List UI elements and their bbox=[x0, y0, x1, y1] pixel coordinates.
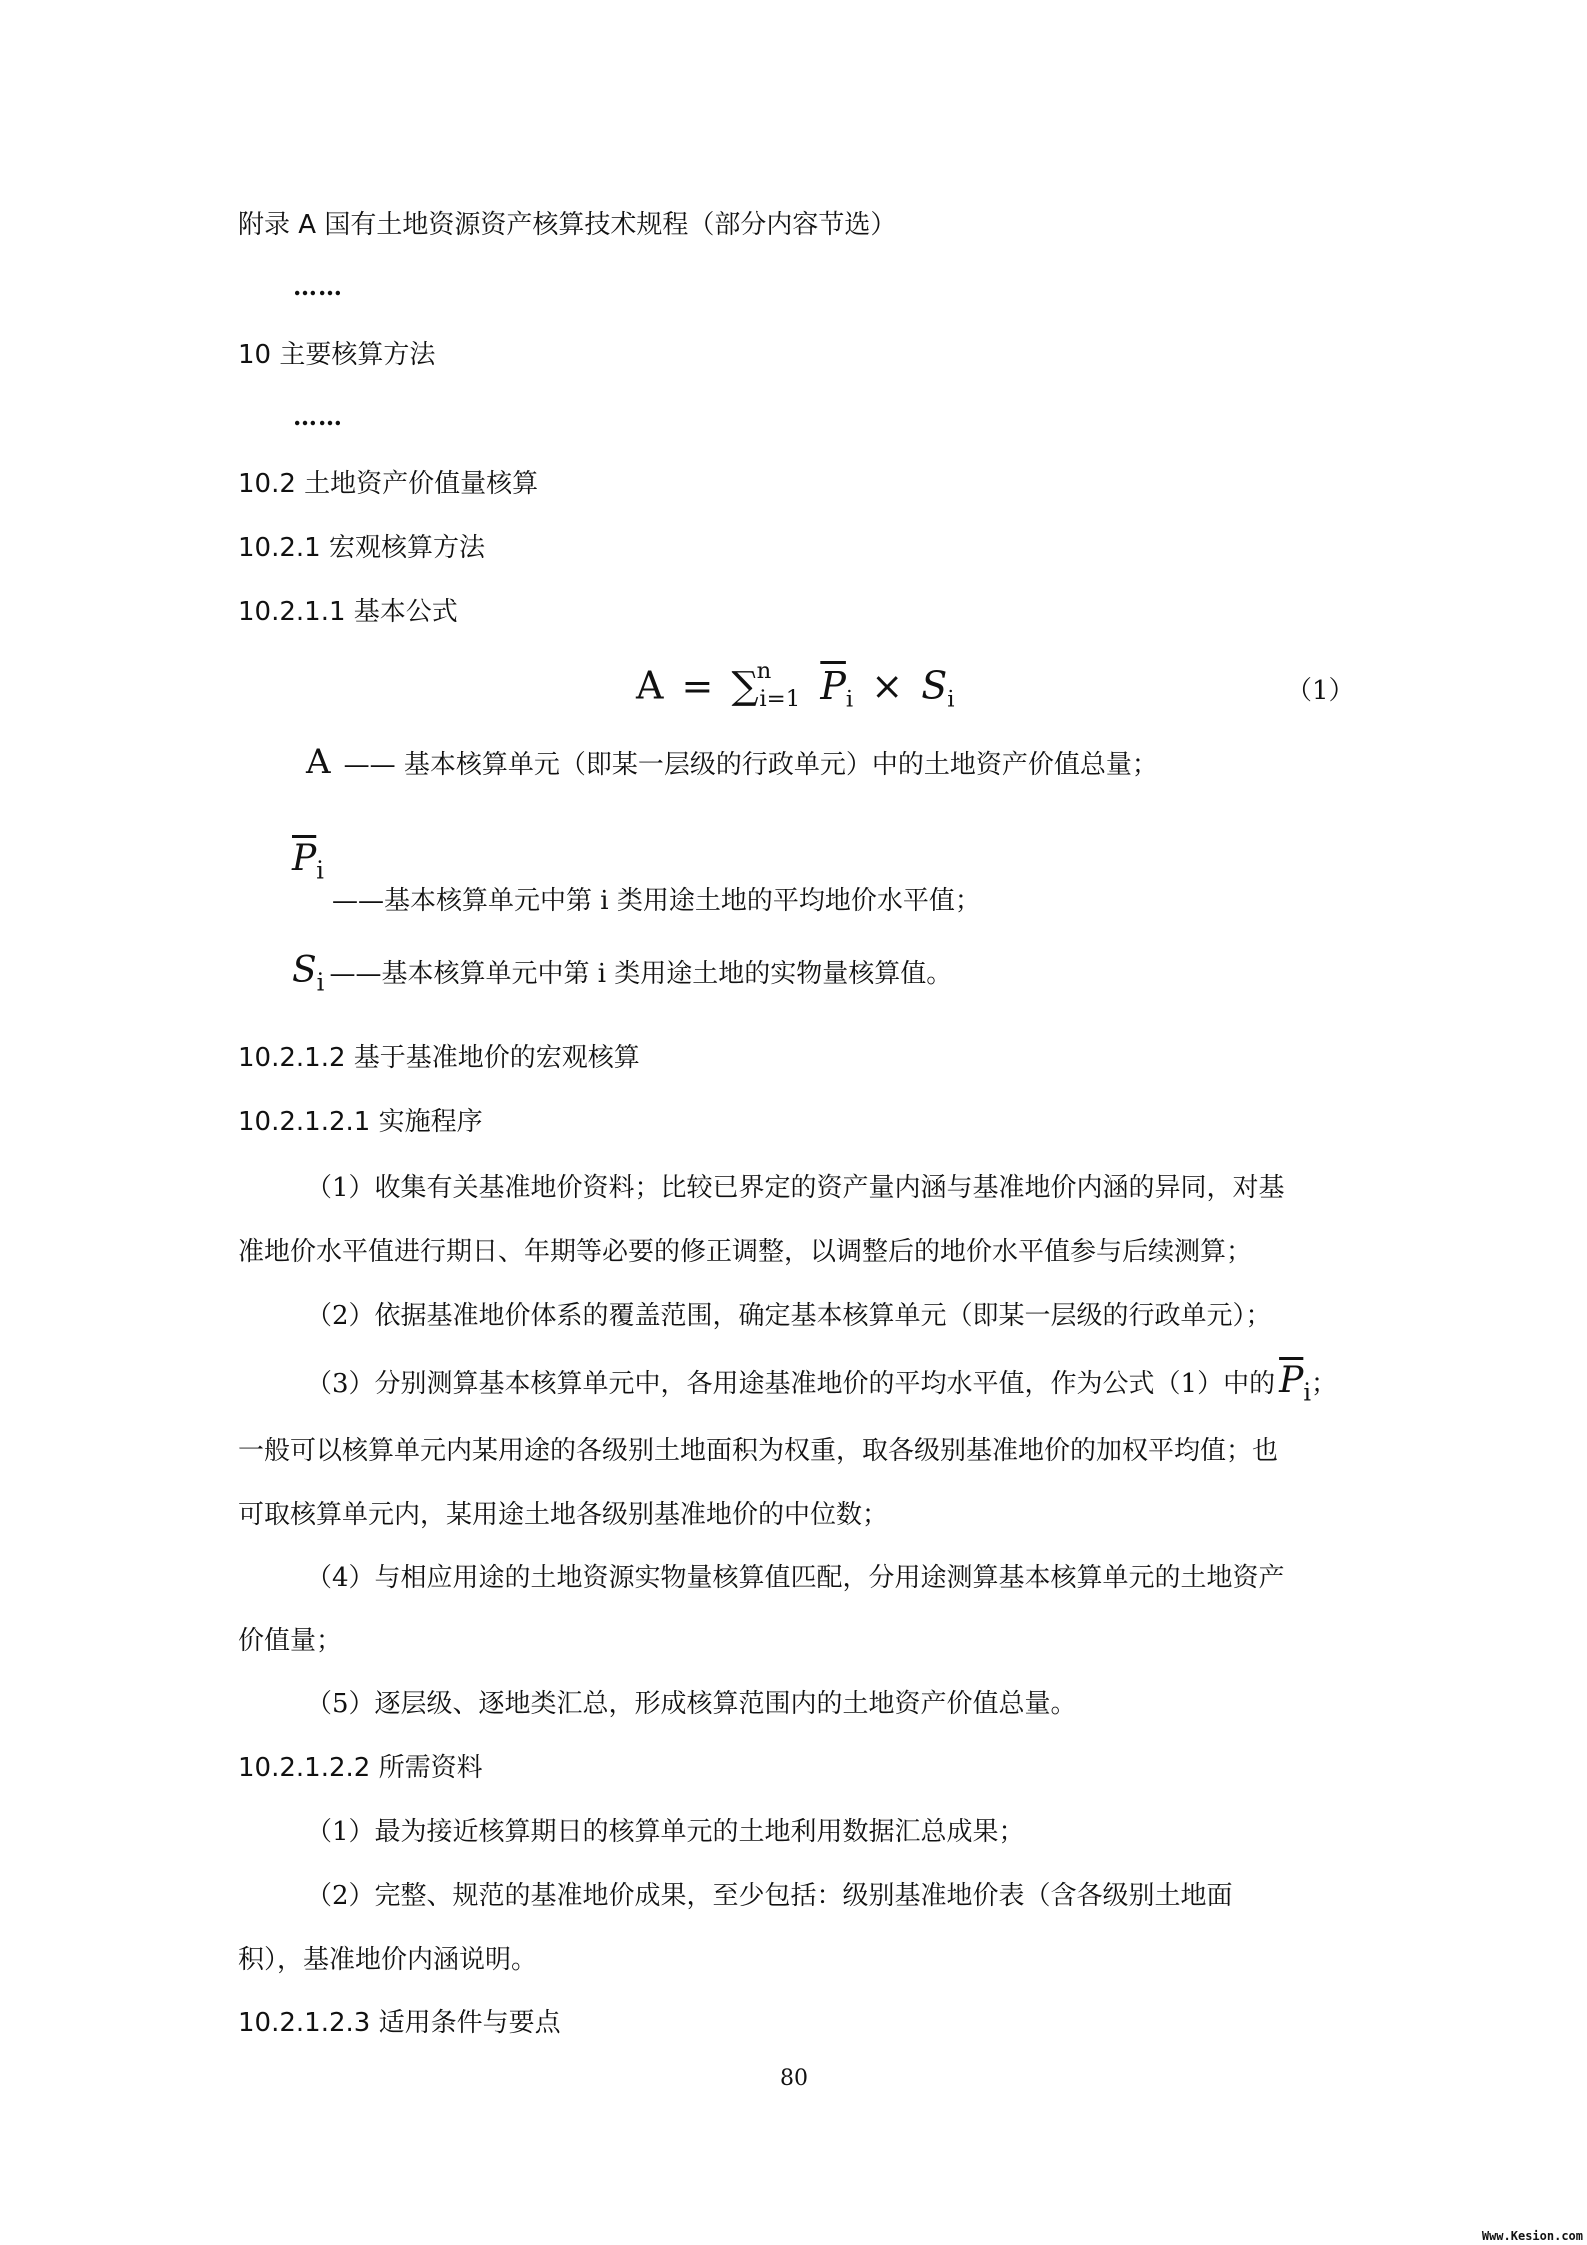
definition-p-sub: i bbox=[316, 856, 324, 885]
definition-p-symbol: $\overline{P}$ bbox=[292, 838, 317, 879]
formula-sum-lower: i=1 bbox=[759, 686, 801, 713]
section-heading-10-2-1: 10.2.1 宏观核算方法 bbox=[238, 533, 485, 563]
step-2: （2）依据基准地价体系的覆盖范围，确定基本核算单元（即某一层级的行政单元）； bbox=[306, 1301, 1272, 1331]
step-4-line-2: 价值量； bbox=[238, 1626, 343, 1656]
definition-a-text: —— 基本核算单元（即某一层级的行政单元）中的土地资产价值总量； bbox=[343, 750, 1158, 780]
definition-s-text: ——基本核算单元中第 i 类用途土地的实物量核算值。 bbox=[329, 959, 953, 989]
definition-s bbox=[292, 950, 952, 996]
formula-sum-upper: n bbox=[756, 658, 772, 684]
formula-times: × bbox=[871, 663, 904, 708]
definition-s-sub: i bbox=[316, 968, 325, 997]
definition-p-text: ——基本核算单元中第 i 类用途土地的平均地价水平值； bbox=[332, 886, 981, 916]
formula-s: S bbox=[921, 663, 948, 708]
material-2-line-1: （2）完整、规范的基准地价成果，至少包括：级别基准地价表（含各级别土地面 bbox=[306, 1881, 1233, 1911]
section-heading-10-2-1-2: 10.2.1.2 基于基准地价的宏观核算 bbox=[238, 1043, 640, 1073]
page-number: 80 bbox=[780, 2066, 808, 2091]
step-4-line-1: （4）与相应用途的土地资源实物量核算值匹配，分用途测算基本核算单元的土地资产 bbox=[306, 1563, 1285, 1593]
step-3-p-symbol: $\overline{P}$ bbox=[1279, 1360, 1304, 1401]
ellipsis: …… bbox=[293, 402, 343, 431]
definition-a-symbol: A bbox=[306, 742, 331, 782]
section-heading-10-2: 10.2 土地资产价值量核算 bbox=[238, 469, 539, 499]
step-3-line-3: 可取核算单元内，某用途土地各级别基准地价的中位数； bbox=[238, 1500, 889, 1530]
step-3-end: ； bbox=[1311, 1369, 1338, 1399]
step-3-line-2: 一般可以核算单元内某用途的各级别土地面积为权重，取各级别基准地价的加权平均值；也 bbox=[238, 1436, 1279, 1466]
formula-number: （1） bbox=[1286, 676, 1355, 706]
formula-p-bar: $\overline{P}$ bbox=[820, 663, 846, 708]
step-5: （5）逐层级、逐地类汇总，形成核算范围内的土地资产价值总量。 bbox=[306, 1689, 1077, 1719]
formula-equals: = bbox=[681, 663, 714, 708]
step-3-p-sub: i bbox=[1303, 1378, 1312, 1407]
formula-1 bbox=[636, 658, 955, 712]
ellipsis: …… bbox=[293, 272, 343, 301]
material-1: （1）最为接近核算期日的核算单元的土地利用数据汇总成果； bbox=[306, 1817, 1025, 1847]
formula-sum: ∑ bbox=[731, 663, 759, 708]
appendix-title: 附录 A 国有土地资源资产核算技术规程（部分内容节选） bbox=[238, 210, 897, 240]
definition-s-symbol: S bbox=[292, 950, 317, 991]
step-3-text: （3）分别测算基本核算单元中，各用途基准地价的平均水平值，作为公式（1）中的 bbox=[306, 1369, 1276, 1399]
section-heading-10: 10 主要核算方法 bbox=[238, 340, 436, 370]
watermark: Www.Kesion.com bbox=[1481, 2229, 1583, 2243]
section-heading-10-2-1-2-3: 10.2.1.2.3 适用条件与要点 bbox=[238, 2008, 561, 2038]
formula-p-sub: i bbox=[845, 686, 854, 713]
section-heading-10-2-1-2-2: 10.2.1.2.2 所需资料 bbox=[238, 1753, 483, 1783]
definition-p bbox=[292, 838, 324, 884]
formula-lhs: A bbox=[636, 663, 664, 708]
material-2-line-2: 积），基准地价内涵说明。 bbox=[238, 1945, 538, 1975]
step-1-line-1: （1）收集有关基准地价资料；比较已界定的资产量内涵与基准地价内涵的异同，对基 bbox=[306, 1173, 1285, 1203]
definition-a bbox=[306, 742, 1158, 782]
step-1-line-2: 准地价水平值进行期日、年期等必要的修正调整，以调整后的地价水平值参与后续测算； bbox=[238, 1237, 1253, 1267]
section-heading-10-2-1-1: 10.2.1.1 基本公式 bbox=[238, 597, 458, 627]
section-heading-10-2-1-2-1: 10.2.1.2.1 实施程序 bbox=[238, 1107, 483, 1137]
step-3-line-1 bbox=[306, 1360, 1337, 1406]
formula-s-sub: i bbox=[947, 686, 955, 713]
